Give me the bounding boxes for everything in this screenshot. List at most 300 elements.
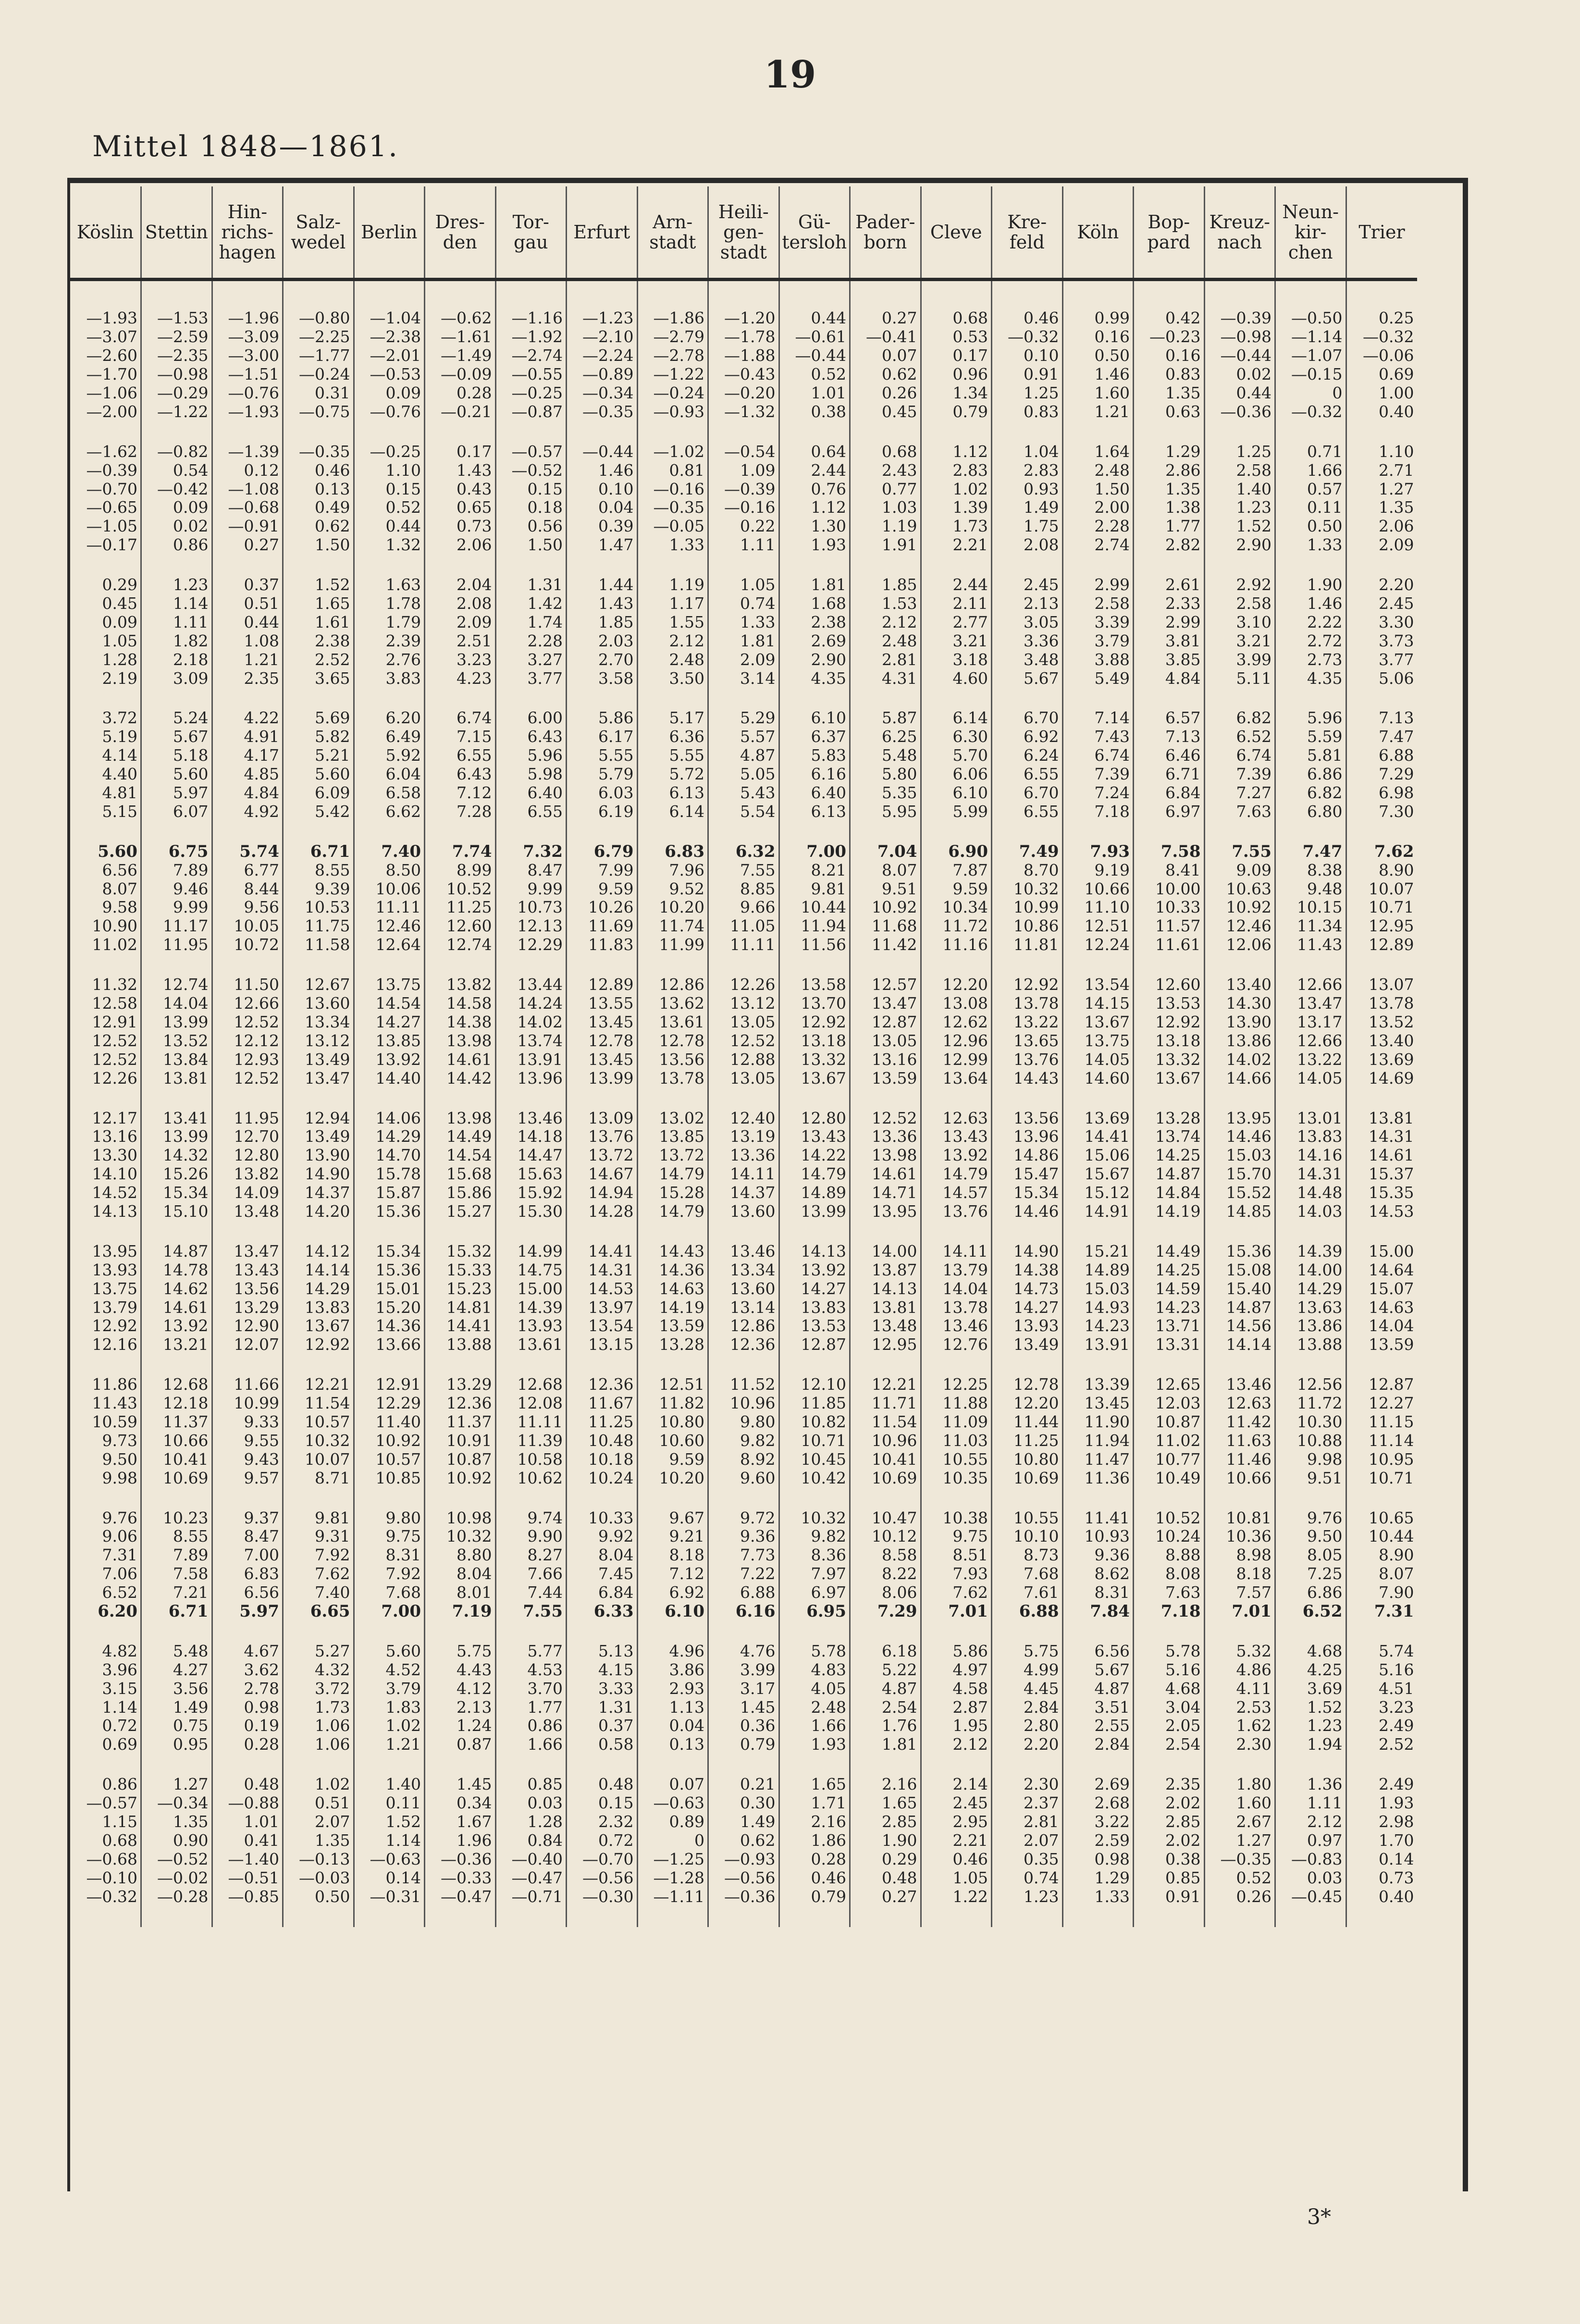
table-cell: 3.23 bbox=[425, 650, 496, 669]
table-cell: 8.58 bbox=[850, 1546, 921, 1565]
table-cell: 1.40 bbox=[354, 1775, 425, 1794]
table-cell: 0.38 bbox=[779, 402, 850, 421]
table-cell: 1.46 bbox=[567, 461, 638, 480]
spacer-cell bbox=[567, 1754, 638, 1775]
table-row bbox=[70, 861, 1417, 879]
table-cell: 14.02 bbox=[495, 1013, 567, 1032]
table-cell: 1.05 bbox=[708, 576, 779, 594]
spacer-cell bbox=[992, 555, 1063, 576]
spacer-cell bbox=[708, 555, 779, 576]
table-cell: 7.31 bbox=[1346, 1602, 1417, 1621]
spacer-cell bbox=[708, 821, 779, 842]
table-row bbox=[70, 1335, 1417, 1354]
table-cell: 1.10 bbox=[354, 461, 425, 480]
table-cell: —0.10 bbox=[86, 1868, 137, 1887]
table-cell: 1.04 bbox=[992, 442, 1063, 461]
table-cell: 5.81 bbox=[1275, 746, 1346, 765]
table-cell: 1.02 bbox=[921, 480, 992, 498]
table-cell: 15.28 bbox=[637, 1184, 708, 1202]
table-cell: —0.34 bbox=[141, 1794, 212, 1813]
table-cell: 10.12 bbox=[850, 1527, 921, 1546]
table-cell: 1.70 bbox=[1346, 1831, 1417, 1850]
table-cell: 6.84 bbox=[1134, 784, 1205, 803]
table-cell: 5.35 bbox=[850, 784, 921, 803]
spacer-cell bbox=[637, 1221, 708, 1242]
table-cell: —1.39 bbox=[212, 442, 283, 461]
table-cell: 11.75 bbox=[283, 917, 354, 936]
table-cell: 5.60 bbox=[354, 1642, 425, 1660]
table-cell: —1.61 bbox=[425, 328, 496, 346]
spacer-cell bbox=[992, 954, 1063, 976]
table-cell: 5.78 bbox=[779, 1642, 850, 1660]
table-cell: 12.76 bbox=[921, 1335, 992, 1354]
table-cell: 1.49 bbox=[708, 1813, 779, 1831]
table-cell: 2.05 bbox=[1134, 1717, 1205, 1735]
table-cell: 10.63 bbox=[1204, 879, 1275, 898]
table-cell: 13.52 bbox=[1346, 1013, 1417, 1032]
table-cell: 1.27 bbox=[1346, 480, 1417, 498]
table-cell: 12.17 bbox=[92, 1109, 137, 1127]
table-cell: 6.32 bbox=[708, 842, 779, 861]
table-cell: 13.46 bbox=[921, 1317, 992, 1335]
table-cell: 11.67 bbox=[567, 1394, 638, 1413]
spacer-cell bbox=[212, 1754, 283, 1775]
table-cell: 9.52 bbox=[637, 879, 708, 898]
table-cell: 4.87 bbox=[850, 1679, 921, 1698]
table-cell: 6.19 bbox=[567, 802, 638, 821]
table-cell: 2.45 bbox=[1346, 594, 1417, 613]
table-cell: 4.32 bbox=[283, 1660, 354, 1679]
table-row bbox=[70, 1850, 1417, 1868]
table-cell: 12.93 bbox=[212, 1050, 283, 1069]
table-cell: 0.93 bbox=[992, 480, 1063, 498]
table-cell: 4.45 bbox=[992, 1679, 1063, 1698]
table-cell: 0.11 bbox=[354, 1794, 425, 1813]
table-row bbox=[70, 1202, 1417, 1221]
table-cell: 11.61 bbox=[1134, 936, 1205, 954]
table-cell: 10.69 bbox=[850, 1469, 921, 1487]
table-cell: 10.92 bbox=[425, 1469, 496, 1487]
table-cell: 8.90 bbox=[1346, 1546, 1417, 1565]
table-cell: 2.35 bbox=[1134, 1775, 1205, 1794]
table-cell: 0.57 bbox=[1275, 480, 1346, 498]
table-cell: 9.36 bbox=[708, 1527, 779, 1546]
table-cell: 0.90 bbox=[141, 1831, 212, 1850]
table-cell: 13.49 bbox=[992, 1335, 1063, 1354]
table-cell: 0.40 bbox=[1346, 1887, 1417, 1906]
table-cell: 0.02 bbox=[1204, 365, 1275, 384]
table-cell: 10.86 bbox=[992, 917, 1063, 936]
table-cell: 6.13 bbox=[779, 802, 850, 821]
spacer-cell bbox=[992, 1354, 1063, 1375]
table-cell: 1.90 bbox=[1275, 576, 1346, 594]
table-cell: 8.98 bbox=[1204, 1546, 1275, 1565]
table-cell: 3.65 bbox=[283, 669, 354, 688]
table-cell: 6.10 bbox=[779, 709, 850, 728]
table-cell: 1.85 bbox=[567, 613, 638, 631]
table-cell: 6.40 bbox=[495, 784, 567, 803]
spacer-cell bbox=[637, 1906, 708, 1927]
table-cell: 12.60 bbox=[1134, 976, 1205, 994]
table-cell: 14.19 bbox=[1134, 1202, 1205, 1221]
table-cell: 1.32 bbox=[354, 536, 425, 555]
table-cell: 10.91 bbox=[425, 1431, 496, 1450]
table-cell: 14.93 bbox=[1062, 1298, 1134, 1317]
table-cell: 9.99 bbox=[495, 879, 567, 898]
table-cell: 7.44 bbox=[495, 1583, 567, 1602]
table-cell: 14.66 bbox=[1204, 1069, 1275, 1088]
table-cell: —0.62 bbox=[425, 309, 496, 328]
table-cell: 11.41 bbox=[1062, 1508, 1134, 1527]
spacer-cell bbox=[70, 280, 141, 309]
table-cell: —0.87 bbox=[495, 402, 567, 421]
table-cell: 14.59 bbox=[1134, 1279, 1205, 1298]
table-cell: 7.55 bbox=[708, 861, 779, 879]
table-cell: 0.27 bbox=[850, 1887, 921, 1906]
table-cell: 6.62 bbox=[354, 802, 425, 821]
table-cell: 6.52 bbox=[102, 1583, 137, 1602]
table-cell: 3.09 bbox=[141, 669, 212, 688]
table-cell: 6.88 bbox=[708, 1583, 779, 1602]
column-header: Dres- den bbox=[425, 186, 496, 280]
table-cell: 10.07 bbox=[283, 1450, 354, 1469]
table-cell: 7.58 bbox=[141, 1565, 212, 1583]
table-cell: 1.30 bbox=[779, 517, 850, 536]
table-cell: 6.71 bbox=[1134, 765, 1205, 784]
table-cell: 14.73 bbox=[992, 1279, 1063, 1298]
table-cell: 15.01 bbox=[354, 1279, 425, 1298]
table-cell: 5.98 bbox=[495, 765, 567, 784]
table-cell: 5.19 bbox=[102, 727, 137, 746]
table-cell: 13.29 bbox=[425, 1375, 496, 1394]
table-cell: 1.67 bbox=[425, 1813, 496, 1831]
table-cell: 6.70 bbox=[992, 784, 1063, 803]
table-row bbox=[70, 1469, 1417, 1487]
table-cell: 14.37 bbox=[283, 1184, 354, 1202]
spacer-cell bbox=[141, 555, 212, 576]
table-cell: 13.45 bbox=[567, 1050, 638, 1069]
table-cell: 14.63 bbox=[637, 1279, 708, 1298]
spacer-cell bbox=[1204, 1754, 1275, 1775]
table-cell: 14.91 bbox=[1062, 1202, 1134, 1221]
table-row bbox=[70, 461, 1417, 480]
table-cell: 14.71 bbox=[850, 1184, 921, 1202]
table-cell: 1.43 bbox=[425, 461, 496, 480]
table-cell: 6.83 bbox=[637, 842, 708, 861]
table-cell: 5.55 bbox=[567, 746, 638, 765]
table-cell: —1.22 bbox=[141, 402, 212, 421]
spacer-cell bbox=[779, 280, 850, 309]
table-cell: 14.52 bbox=[92, 1183, 137, 1202]
table-cell: 15.34 bbox=[141, 1184, 212, 1202]
table-cell: 12.86 bbox=[637, 976, 708, 994]
table-cell: 2.92 bbox=[1204, 576, 1275, 594]
table-cell: 10.18 bbox=[567, 1450, 638, 1469]
table-cell: 12.26 bbox=[92, 1069, 137, 1088]
spacer-cell bbox=[425, 555, 496, 576]
table-cell: 4.67 bbox=[212, 1642, 283, 1660]
spacer-cell bbox=[425, 421, 496, 442]
table-row bbox=[70, 1146, 1417, 1165]
table-cell: 14.36 bbox=[637, 1261, 708, 1279]
table-cell: 6.74 bbox=[425, 709, 496, 728]
table-cell: 13.75 bbox=[92, 1279, 137, 1298]
table-row bbox=[70, 442, 1417, 461]
spacer-cell bbox=[850, 555, 921, 576]
column-header: Bop- pard bbox=[1134, 186, 1205, 280]
table-cell: —1.32 bbox=[708, 402, 779, 421]
table-cell: 10.88 bbox=[1275, 1431, 1346, 1450]
table-cell: 1.80 bbox=[1204, 1775, 1275, 1794]
table-cell: 1.60 bbox=[1062, 384, 1134, 403]
table-cell: 12.58 bbox=[92, 994, 137, 1013]
table-cell: 13.60 bbox=[283, 994, 354, 1013]
table-cell: 11.95 bbox=[212, 1109, 283, 1127]
table-cell: 13.96 bbox=[495, 1069, 567, 1088]
table-cell: 1.68 bbox=[779, 594, 850, 613]
spacer-cell bbox=[992, 1487, 1063, 1508]
table-cell: 10.45 bbox=[779, 1450, 850, 1469]
table-cell: 1.33 bbox=[1062, 1887, 1134, 1906]
table-cell: 5.70 bbox=[921, 746, 992, 765]
table-cell: 15.21 bbox=[1062, 1242, 1134, 1261]
spacer-cell bbox=[1062, 421, 1134, 442]
table-cell: 3.99 bbox=[708, 1660, 779, 1679]
table-cell: 9.81 bbox=[779, 879, 850, 898]
spacer-cell bbox=[637, 954, 708, 976]
table-cell: 12.99 bbox=[921, 1050, 992, 1069]
table-cell: 0.44 bbox=[779, 309, 850, 328]
table-cell: 5.96 bbox=[1275, 709, 1346, 728]
table-cell: 14.31 bbox=[1275, 1165, 1346, 1184]
table-cell: 5.83 bbox=[779, 746, 850, 765]
table-cell: 12.06 bbox=[1204, 936, 1275, 954]
table-cell: 6.55 bbox=[992, 802, 1063, 821]
table-cell: 11.09 bbox=[921, 1413, 992, 1432]
table-cell: 1.60 bbox=[1204, 1794, 1275, 1813]
table-cell: —0.54 bbox=[708, 442, 779, 461]
table-cell: 15.36 bbox=[1204, 1242, 1275, 1261]
table-cell: 7.93 bbox=[921, 1565, 992, 1583]
spacer-cell bbox=[567, 1487, 638, 1508]
table-cell: 7.63 bbox=[1204, 802, 1275, 821]
table-cell: 10.57 bbox=[283, 1413, 354, 1432]
table-cell: 12.36 bbox=[425, 1394, 496, 1413]
spacer-cell bbox=[1275, 1354, 1346, 1375]
table-cell: 15.92 bbox=[495, 1184, 567, 1202]
table-cell: 11.43 bbox=[92, 1394, 137, 1413]
table-cell: 10.41 bbox=[850, 1450, 921, 1469]
table-cell: 8.05 bbox=[1275, 1546, 1346, 1565]
table-cell: 9.43 bbox=[212, 1450, 283, 1469]
table-cell: 14.61 bbox=[141, 1298, 212, 1317]
table-row bbox=[70, 594, 1417, 613]
table-cell: —0.50 bbox=[1275, 309, 1346, 328]
table-cell: 0.49 bbox=[283, 498, 354, 517]
table-cell: 14.43 bbox=[637, 1242, 708, 1261]
table-cell: 12.94 bbox=[283, 1109, 354, 1127]
table-cell: 8.50 bbox=[354, 861, 425, 879]
table-cell: 1.19 bbox=[850, 517, 921, 536]
table-cell: 6.16 bbox=[779, 765, 850, 784]
table-cell: 5.32 bbox=[1204, 1642, 1275, 1660]
table-cell: 7.68 bbox=[354, 1583, 425, 1602]
table-cell: 9.92 bbox=[567, 1527, 638, 1546]
table-cell: 2.12 bbox=[850, 613, 921, 631]
table-cell: 7.62 bbox=[921, 1583, 992, 1602]
table-cell: 13.99 bbox=[779, 1202, 850, 1221]
spacer-cell bbox=[212, 421, 283, 442]
table-cell: 6.86 bbox=[1275, 765, 1346, 784]
table-cell: 0.48 bbox=[850, 1868, 921, 1887]
table-cell: 2.22 bbox=[1275, 613, 1346, 631]
table-cell: 12.21 bbox=[850, 1375, 921, 1394]
table-cell: 13.34 bbox=[283, 1013, 354, 1032]
table-cell: —1.04 bbox=[354, 309, 425, 328]
table-cell: —0.43 bbox=[708, 365, 779, 384]
table-cell: 0.27 bbox=[212, 536, 283, 555]
table-cell: 12.92 bbox=[992, 976, 1063, 994]
table-cell: 5.21 bbox=[283, 746, 354, 765]
table-cell: 1.05 bbox=[921, 1868, 992, 1887]
table-cell: 1.19 bbox=[637, 576, 708, 594]
table-cell: 7.96 bbox=[637, 861, 708, 879]
table-cell: 7.49 bbox=[992, 842, 1063, 861]
table-cell: 9.51 bbox=[850, 879, 921, 898]
table-cell: 7.12 bbox=[425, 784, 496, 803]
table-cell: 6.52 bbox=[1204, 728, 1275, 746]
table-cell: 0.77 bbox=[850, 480, 921, 498]
table-cell: 13.18 bbox=[1134, 1031, 1205, 1050]
spacer-cell bbox=[1062, 688, 1134, 709]
table-cell: 2.12 bbox=[921, 1735, 992, 1754]
table-cell: 13.98 bbox=[425, 1031, 496, 1050]
table-cell: 0.69 bbox=[1346, 365, 1417, 384]
table-cell: 13.72 bbox=[567, 1146, 638, 1165]
table-cell: 7.68 bbox=[992, 1565, 1063, 1583]
table-cell: 3.39 bbox=[1062, 613, 1134, 631]
table-cell: 12.89 bbox=[1346, 936, 1417, 954]
table-cell: 3.88 bbox=[1062, 650, 1134, 669]
table-cell: 13.29 bbox=[212, 1298, 283, 1317]
table-cell: —1.49 bbox=[425, 346, 496, 365]
table-cell: 12.46 bbox=[354, 917, 425, 936]
table-cell: —0.29 bbox=[141, 384, 212, 403]
table-cell: 7.04 bbox=[850, 842, 921, 861]
table-row bbox=[70, 1527, 1417, 1546]
table-cell: 7.39 bbox=[1062, 765, 1134, 784]
table-cell: 13.54 bbox=[1062, 976, 1134, 994]
table-row bbox=[70, 480, 1417, 498]
spacer-cell bbox=[141, 1620, 212, 1642]
table-row bbox=[70, 536, 1417, 555]
table-cell: —0.80 bbox=[283, 309, 354, 328]
table-cell: 7.99 bbox=[567, 861, 638, 879]
table-cell: 0.09 bbox=[141, 498, 212, 517]
table-cell: 15.52 bbox=[1204, 1184, 1275, 1202]
spacer-cell bbox=[567, 421, 638, 442]
table-cell: 14.78 bbox=[141, 1261, 212, 1279]
spacer-cell bbox=[1204, 954, 1275, 976]
table-cell: 12.52 bbox=[212, 1069, 283, 1088]
table-cell: —0.98 bbox=[1204, 328, 1275, 346]
table-cell: 13.56 bbox=[637, 1050, 708, 1069]
spacer-cell bbox=[921, 688, 992, 709]
table-cell: 12.96 bbox=[921, 1031, 992, 1050]
table-cell: 1.52 bbox=[354, 1813, 425, 1831]
table-cell: 14.49 bbox=[1134, 1242, 1205, 1261]
table-cell: 0.64 bbox=[779, 442, 850, 461]
table-cell: 10.24 bbox=[1134, 1527, 1205, 1546]
table-row bbox=[70, 517, 1417, 536]
table-cell: 13.49 bbox=[283, 1127, 354, 1146]
table-cell: 15.10 bbox=[141, 1202, 212, 1221]
table-cell: 1.02 bbox=[354, 1717, 425, 1735]
table-cell: 13.66 bbox=[354, 1335, 425, 1354]
spacer-cell bbox=[70, 1354, 141, 1375]
table-cell: 15.03 bbox=[1062, 1279, 1134, 1298]
table-cell: 14.30 bbox=[1204, 994, 1275, 1013]
table-body bbox=[70, 280, 1417, 1928]
table-cell: 0.38 bbox=[1134, 1850, 1205, 1868]
table-cell: 2.48 bbox=[1062, 461, 1134, 480]
table-row bbox=[70, 1735, 1417, 1754]
spacer-cell bbox=[212, 954, 283, 976]
table-cell: 11.14 bbox=[1346, 1431, 1417, 1450]
table-cell: 12.68 bbox=[141, 1375, 212, 1394]
column-header: Kre- feld bbox=[992, 186, 1063, 280]
table-cell: 11.94 bbox=[779, 917, 850, 936]
group-spacer bbox=[70, 1754, 1417, 1775]
table-cell: 14.27 bbox=[779, 1279, 850, 1298]
table-cell: 14.14 bbox=[283, 1261, 354, 1279]
table-cell: 13.84 bbox=[141, 1050, 212, 1069]
table-cell: 10.42 bbox=[779, 1469, 850, 1487]
table-cell: 5.13 bbox=[567, 1642, 638, 1660]
table-cell: 2.84 bbox=[992, 1698, 1063, 1717]
table-cell: —0.24 bbox=[283, 365, 354, 384]
table-cell: 3.27 bbox=[495, 650, 567, 669]
spacer-cell bbox=[637, 555, 708, 576]
table-cell: 12.74 bbox=[141, 976, 212, 994]
table-cell: 10.05 bbox=[212, 917, 283, 936]
table-cell: 1.93 bbox=[779, 1735, 850, 1754]
spacer-cell bbox=[637, 421, 708, 442]
table-cell: 2.52 bbox=[1346, 1735, 1417, 1754]
table-cell: 15.06 bbox=[1062, 1146, 1134, 1165]
group-spacer bbox=[70, 1620, 1417, 1642]
table-cell: 0.54 bbox=[141, 461, 212, 480]
table-cell: 1.33 bbox=[708, 613, 779, 631]
table-cell: 1.14 bbox=[354, 1831, 425, 1850]
table-cell: —1.70 bbox=[86, 365, 137, 384]
table-cell: 2.58 bbox=[1204, 461, 1275, 480]
table-cell: 0.52 bbox=[779, 365, 850, 384]
table-row bbox=[70, 1887, 1417, 1906]
spacer-cell bbox=[354, 421, 425, 442]
table-cell: 1.14 bbox=[141, 594, 212, 613]
spacer-cell bbox=[283, 688, 354, 709]
table-cell: 7.47 bbox=[1346, 728, 1417, 746]
spacer-cell bbox=[779, 1221, 850, 1242]
table-cell: 12.67 bbox=[283, 976, 354, 994]
table-row bbox=[70, 765, 1417, 784]
table-row bbox=[70, 1431, 1417, 1450]
table-cell: 13.76 bbox=[921, 1202, 992, 1221]
table-cell: 12.52 bbox=[92, 1031, 137, 1050]
table-cell: 1.35 bbox=[1134, 384, 1205, 403]
table-cell: 1.21 bbox=[1062, 402, 1134, 421]
